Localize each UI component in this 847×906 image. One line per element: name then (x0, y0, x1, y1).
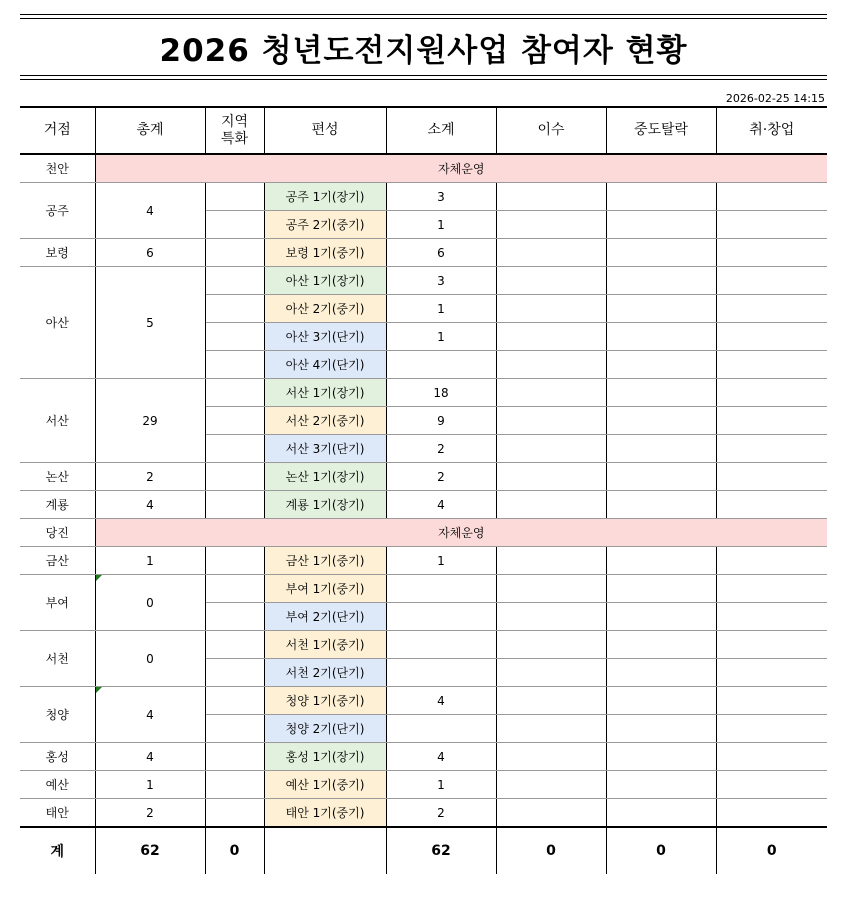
subtotal-cell (386, 575, 496, 603)
table-row (20, 575, 827, 603)
region-cell (205, 631, 264, 659)
program-cell: 부여 1기(중기) (264, 575, 386, 603)
subtotal-cell: 4 (386, 743, 496, 771)
header-base: 거점 (20, 107, 95, 154)
employed-cell (716, 211, 827, 239)
header-total: 총계 (95, 107, 205, 154)
site-total: 2 (95, 463, 205, 491)
total-employed: 0 (716, 827, 827, 874)
subtotal-cell: 3 (386, 267, 496, 295)
program-cell: 서천 2기(단기) (264, 659, 386, 687)
site-total: 0 (95, 575, 205, 631)
subtotal-cell: 2 (386, 435, 496, 463)
site-total: 1 (95, 771, 205, 799)
dropout-cell (606, 771, 716, 799)
region-cell (205, 239, 264, 267)
employed-cell (716, 743, 827, 771)
dropout-cell (606, 491, 716, 519)
employed-cell (716, 407, 827, 435)
site-name: 태안 (20, 799, 95, 828)
subtotal-cell: 1 (386, 771, 496, 799)
complete-cell (496, 631, 606, 659)
table-row (20, 183, 827, 211)
site-total: 4 (95, 743, 205, 771)
site-name: 금산 (20, 547, 95, 575)
table-row (20, 743, 827, 771)
dropout-cell (606, 239, 716, 267)
site-name: 서천 (20, 631, 95, 687)
site-name: 청양 (20, 687, 95, 743)
table-row (20, 687, 827, 715)
table-row (20, 771, 827, 799)
header-employed: 취·창업 (716, 107, 827, 154)
header-complete: 이수 (496, 107, 606, 154)
region-cell (205, 211, 264, 239)
program-cell: 태안 1기(중기) (264, 799, 386, 828)
dropout-cell (606, 407, 716, 435)
program-cell: 서산 3기(단기) (264, 435, 386, 463)
employed-cell (716, 379, 827, 407)
site-total: 5 (95, 267, 205, 379)
region-cell (205, 771, 264, 799)
complete-cell (496, 239, 606, 267)
site-name: 부여 (20, 575, 95, 631)
dropout-cell (606, 463, 716, 491)
site-total: 1 (95, 547, 205, 575)
dropout-cell (606, 211, 716, 239)
region-cell (205, 351, 264, 379)
program-cell: 청양 2기(단기) (264, 715, 386, 743)
dropout-cell (606, 799, 716, 828)
complete-cell (496, 715, 606, 743)
site-name: 당진 (20, 519, 95, 547)
region-cell (205, 463, 264, 491)
total-program (264, 827, 386, 874)
site-total: 29 (95, 379, 205, 463)
program-cell: 공주 1기(장기) (264, 183, 386, 211)
employed-cell (716, 239, 827, 267)
self-operated-cell: 자체운영 (95, 154, 827, 183)
subtotal-cell: 6 (386, 239, 496, 267)
program-cell: 금산 1기(중기) (264, 547, 386, 575)
participant-table (20, 106, 827, 874)
self-operated-cell: 자체운영 (95, 519, 827, 547)
header-dropout: 중도탈락 (606, 107, 716, 154)
subtotal-cell: 1 (386, 211, 496, 239)
total-region: 0 (205, 827, 264, 874)
region-cell (205, 603, 264, 631)
site-total: 6 (95, 239, 205, 267)
site-name: 보령 (20, 239, 95, 267)
dropout-cell (606, 323, 716, 351)
header-subtotal: 소계 (386, 107, 496, 154)
table-row (20, 379, 827, 407)
complete-cell (496, 463, 606, 491)
employed-cell (716, 547, 827, 575)
region-cell (205, 491, 264, 519)
complete-cell (496, 267, 606, 295)
report-datetime: 2026-02-25 14:15 (725, 92, 825, 105)
subtotal-cell (386, 351, 496, 379)
dropout-cell (606, 603, 716, 631)
dropout-cell (606, 659, 716, 687)
complete-cell (496, 743, 606, 771)
subtotal-cell (386, 603, 496, 631)
region-cell (205, 547, 264, 575)
region-cell (205, 715, 264, 743)
program-cell: 계룡 1기(장기) (264, 491, 386, 519)
region-cell (205, 323, 264, 351)
region-cell (205, 799, 264, 828)
site-total: 0 (95, 631, 205, 687)
site-total: 4 (95, 687, 205, 743)
site-name: 홍성 (20, 743, 95, 771)
employed-cell (716, 659, 827, 687)
table-row (20, 267, 827, 295)
program-cell: 아산 3기(단기) (264, 323, 386, 351)
dropout-cell (606, 183, 716, 211)
total-row (20, 827, 827, 874)
complete-cell (496, 603, 606, 631)
region-cell (205, 435, 264, 463)
program-cell: 보령 1기(중기) (264, 239, 386, 267)
complete-cell (496, 435, 606, 463)
region-cell (205, 575, 264, 603)
complete-cell (496, 379, 606, 407)
region-cell (205, 407, 264, 435)
dropout-cell (606, 267, 716, 295)
table-row (20, 547, 827, 575)
subtotal-cell: 1 (386, 295, 496, 323)
complete-cell (496, 183, 606, 211)
subtotal-cell: 18 (386, 379, 496, 407)
complete-cell (496, 323, 606, 351)
subtotal-cell: 4 (386, 491, 496, 519)
program-cell: 아산 2기(중기) (264, 295, 386, 323)
table-row (20, 239, 827, 267)
complete-cell (496, 547, 606, 575)
program-cell: 서천 1기(중기) (264, 631, 386, 659)
employed-cell (716, 435, 827, 463)
subtotal-cell (386, 659, 496, 687)
program-cell: 공주 2기(중기) (264, 211, 386, 239)
site-name: 예산 (20, 771, 95, 799)
header-program: 편성 (264, 107, 386, 154)
header-row (20, 107, 827, 154)
dropout-cell (606, 547, 716, 575)
employed-cell (716, 183, 827, 211)
dropout-cell (606, 295, 716, 323)
program-cell: 부여 2기(단기) (264, 603, 386, 631)
subtotal-cell: 2 (386, 463, 496, 491)
total-sum: 62 (95, 827, 205, 874)
dropout-cell (606, 379, 716, 407)
dropout-cell (606, 575, 716, 603)
subtotal-cell (386, 715, 496, 743)
table-row (20, 631, 827, 659)
complete-cell (496, 687, 606, 715)
subtotal-cell: 2 (386, 799, 496, 828)
total-subtotal: 62 (386, 827, 496, 874)
subtotal-cell: 1 (386, 547, 496, 575)
complete-cell (496, 771, 606, 799)
site-name: 계룡 (20, 491, 95, 519)
dropout-cell (606, 435, 716, 463)
site-total: 4 (95, 491, 205, 519)
program-cell: 청양 1기(중기) (264, 687, 386, 715)
program-cell: 아산 1기(장기) (264, 267, 386, 295)
employed-cell (716, 799, 827, 828)
dropout-cell (606, 687, 716, 715)
program-cell: 논산 1기(장기) (264, 463, 386, 491)
region-cell (205, 183, 264, 211)
complete-cell (496, 659, 606, 687)
program-cell: 예산 1기(중기) (264, 771, 386, 799)
complete-cell (496, 491, 606, 519)
region-cell (205, 295, 264, 323)
complete-cell (496, 799, 606, 828)
complete-cell (496, 575, 606, 603)
subtotal-cell: 3 (386, 183, 496, 211)
table-row (20, 799, 827, 828)
employed-cell (716, 687, 827, 715)
employed-cell (716, 603, 827, 631)
employed-cell (716, 575, 827, 603)
table-row (20, 154, 827, 183)
complete-cell (496, 351, 606, 379)
employed-cell (716, 491, 827, 519)
region-cell (205, 743, 264, 771)
table-row (20, 463, 827, 491)
program-cell: 홍성 1기(장기) (264, 743, 386, 771)
page-title: 2026 청년도전지원사업 참여자 현황 (159, 33, 688, 69)
dropout-cell (606, 743, 716, 771)
site-name: 서산 (20, 379, 95, 463)
table-row (20, 491, 827, 519)
dropout-cell (606, 631, 716, 659)
site-name: 천안 (20, 154, 95, 183)
total-label: 계 (20, 827, 95, 874)
site-name: 아산 (20, 267, 95, 379)
site-name: 공주 (20, 183, 95, 239)
subtotal-cell: 9 (386, 407, 496, 435)
dropout-cell (606, 351, 716, 379)
subtotal-cell: 4 (386, 687, 496, 715)
employed-cell (716, 715, 827, 743)
employed-cell (716, 631, 827, 659)
region-cell (205, 267, 264, 295)
complete-cell (496, 211, 606, 239)
employed-cell (716, 267, 827, 295)
complete-cell (496, 407, 606, 435)
employed-cell (716, 771, 827, 799)
site-total: 2 (95, 799, 205, 828)
complete-cell (496, 295, 606, 323)
employed-cell (716, 351, 827, 379)
employed-cell (716, 323, 827, 351)
employed-cell (716, 463, 827, 491)
header-region: 지역 특화 (205, 107, 264, 154)
table-row (20, 519, 827, 547)
region-cell (205, 687, 264, 715)
employed-cell (716, 295, 827, 323)
program-cell: 서산 1기(장기) (264, 379, 386, 407)
total-complete: 0 (496, 827, 606, 874)
program-cell: 아산 4기(단기) (264, 351, 386, 379)
site-name: 논산 (20, 463, 95, 491)
subtotal-cell (386, 631, 496, 659)
total-dropout: 0 (606, 827, 716, 874)
region-cell (205, 379, 264, 407)
subtotal-cell: 1 (386, 323, 496, 351)
program-cell: 서산 2기(중기) (264, 407, 386, 435)
site-total: 4 (95, 183, 205, 239)
dropout-cell (606, 715, 716, 743)
region-cell (205, 659, 264, 687)
